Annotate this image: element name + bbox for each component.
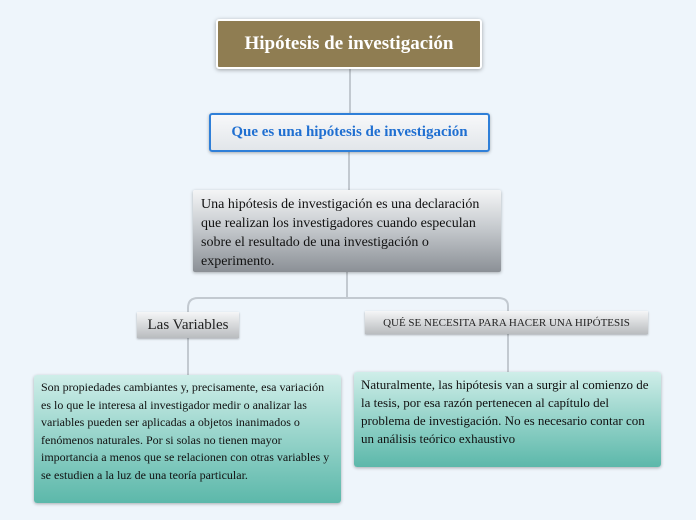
question-node[interactable] xyxy=(209,113,490,152)
requirements-detail-node[interactable] xyxy=(354,372,661,467)
requirements-detail-text: Naturalmente, las hipótesis van a surgir al comienzo de la tesis, por esa razón pertenecen al capítulo del problema de investigación. No es necesario contar con un análisis teórico exhaustivo xyxy=(361,377,649,446)
connector-branch-requirements xyxy=(347,298,508,311)
definition-text: Una hipótesis de investigación es una declaración que realizan los investigadores cuando especulan sobre el resultado de una investigación o experimento. xyxy=(201,197,480,269)
variables-detail-node[interactable] xyxy=(34,375,341,503)
root-topic-title: Hipótesis de investigación xyxy=(244,33,454,54)
requirements-title-node[interactable] xyxy=(365,311,648,334)
question-node-label: Que es una hipótesis de investigación xyxy=(231,124,468,140)
variables-title-node[interactable] xyxy=(137,312,239,338)
variables-title: Las Variables xyxy=(147,316,229,333)
definition-node[interactable] xyxy=(193,190,501,272)
connector-branch-variables xyxy=(188,298,347,312)
variables-detail-text: Son propiedades cambiantes y, precisamente, esa variación es lo que le interesa al investigador medir o analizar las variables pueden ser aplicadas a objetos inanimados o fenómenos naturales. Por si solas no tienen mayor importancia a menos que se relacionen con otras variables y se estudien a la luz de una teoría particular. xyxy=(41,380,330,482)
requirements-title: QUÉ SE NECESITA PARA HACER UNA HIPÓTESIS xyxy=(383,316,630,329)
root-topic[interactable] xyxy=(216,19,482,69)
